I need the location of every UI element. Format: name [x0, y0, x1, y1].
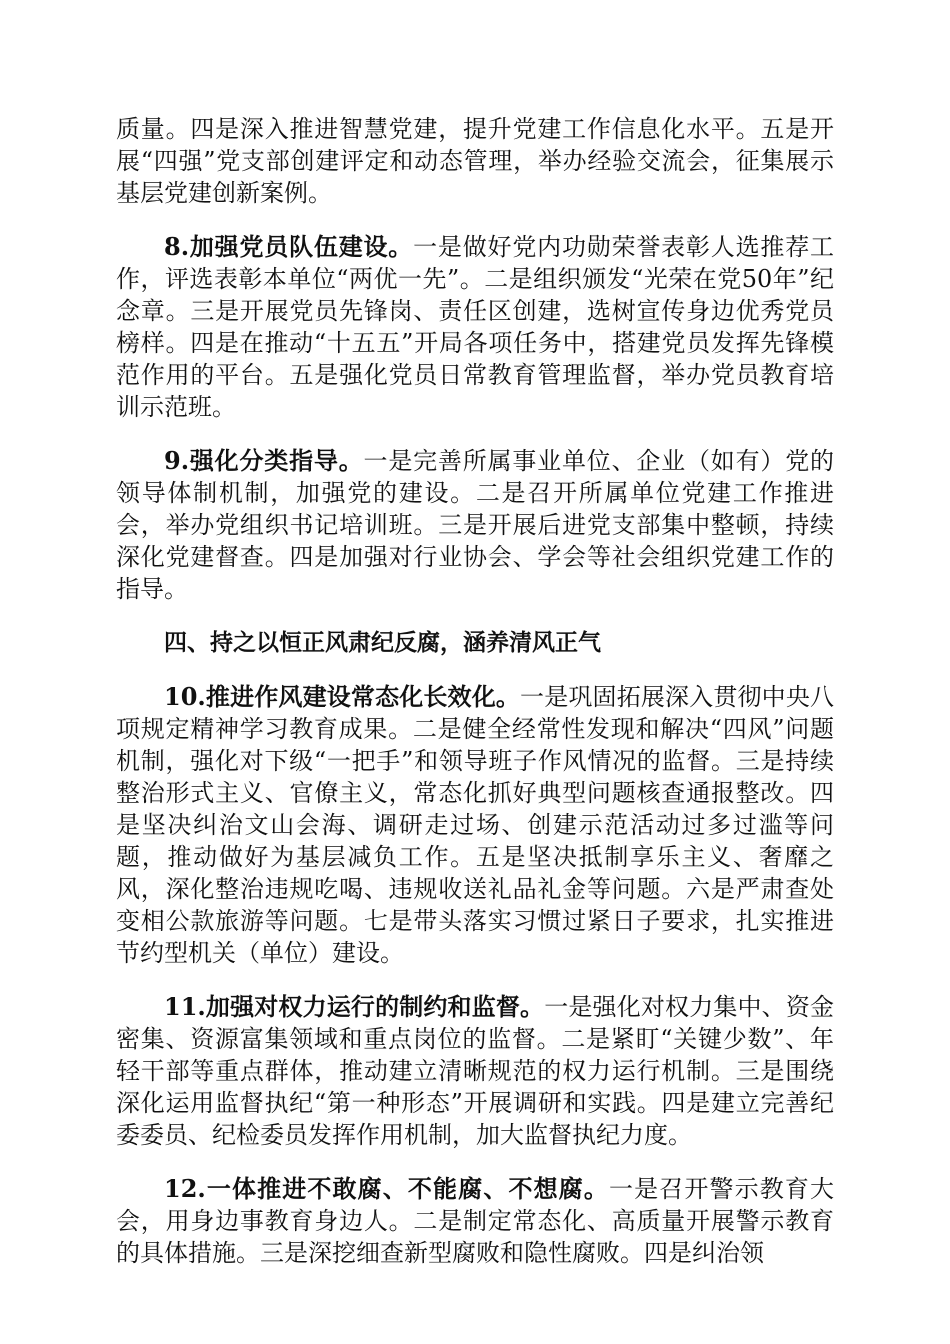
item-number: 9. [164, 446, 190, 475]
item-heading: 推进作风建设常态化长效化。 [205, 682, 521, 711]
paragraph-item-8 [116, 231, 834, 423]
paragraph-text: 一是强化对权力集中、资金密集、资源富集领域和重点岗位的监督。二是紧盯“关键少数”、年轻干部等重点群体，推动建立清晰规范的权力运行机制。三是围绕深化运用监督执纪“第一种形态”开展调研和实践。四是建立完善纪委委员、纪检委员发挥作用机制，加大监督执纪力度。 [116, 993, 835, 1149]
paragraph-item-9 [116, 445, 834, 605]
paragraph-continuation [116, 113, 834, 209]
item-heading: 一体推进不敢腐、不能腐、不想腐。 [205, 1174, 609, 1203]
section-heading: 四、持之以恒正风肃纪反腐，涵养清风正气 [164, 630, 601, 656]
paragraph-text: 一是做好党内功勋荣誉表彰人选推荐工作，评选表彰本单位“两优一先”。二是组织颁发“光荣在党50年”纪念章。三是开展党员先锋岗、责任区创建，选树宣传身边优秀党员榜样。四是在推动“十五五”开局各项任务中，搭建党员发挥先锋模范作用的平台。五是强化党员日常教育管理监督，举办党员教育培训示范班。 [116, 233, 835, 421]
paragraph-item-12 [116, 1173, 834, 1269]
item-heading: 加强对权力运行的制约和监督。 [205, 992, 545, 1021]
item-number: 10. [164, 682, 206, 711]
item-number: 8. [164, 232, 190, 261]
item-number: 12. [164, 1174, 206, 1203]
paragraph-text: 质量。四是深入推进智慧党建，提升党建工作信息化水平。五是开展“四强”党支部创建评定和动态管理，举办经验交流会，征集展示基层党建创新案例。 [116, 115, 834, 207]
document-body [116, 113, 834, 1269]
paragraph-item-10 [116, 681, 834, 969]
item-heading: 加强党员队伍建设。 [189, 232, 414, 261]
paragraph-item-11 [116, 991, 834, 1151]
paragraph-text: 一是巩固拓展深入贯彻中央八项规定精神学习教育成果。二是健全经常性发现和解决“四风”问题机制，强化对下级“一把手”和领导班子作风情况的监督。三是持续整治形式主义、官僚主义，常态化抓好典型问题核查通报整改。四是坚决纠治文山会海、调研走过场、创建示范活动过多过滥等问题，推动做好为基层减负工作。五是坚决抵制享乐主义、奢靡之风，深化整治违规吃喝、违规收送礼品礼金等问题。六是严肃查处变相公款旅游等问题。七是带头落实习惯过紧日子要求，扎实推进节约型机关（单位）建设。 [116, 683, 835, 967]
paragraph-text: 一是完善所属事业单位、企业（如有）党的领导体制机制，加强党的建设。二是召开所属单位党建工作推进会，举办党组织书记培训班。三是开展后进党支部集中整顿，持续深化党建督查。四是加强对行业协会、学会等社会组织党建工作的指导。 [116, 447, 835, 603]
item-number: 11. [164, 992, 206, 1021]
item-heading: 强化分类指导。 [189, 446, 364, 475]
paragraph-text: 一是召开警示教育大会，用身边事教育身边人。二是制定常态化、高质量开展警示教育的具体措施。三是深挖细查新型腐败和隐性腐败。四是纠治领 [116, 1175, 835, 1267]
